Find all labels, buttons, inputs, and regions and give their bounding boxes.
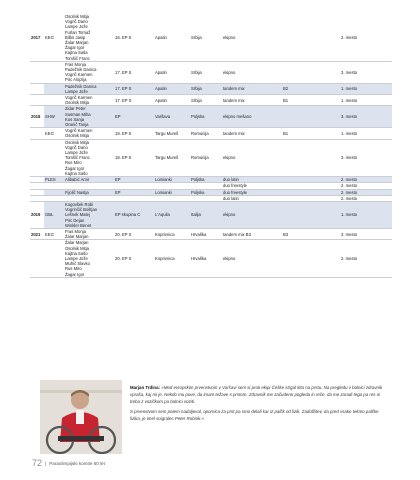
- year-cell: [30, 240, 44, 277]
- city-cell: Apatin: [154, 83, 190, 94]
- event-cell: 17. EP S: [114, 95, 154, 106]
- country-cell: Srbija: [190, 14, 222, 61]
- team-cell: Zidar Peter Susman Miha Kos Sanja Oranič Tanja: [64, 106, 114, 128]
- result-cell: 1. mesto: [340, 83, 392, 94]
- team-cell: Osolnik Mitja Vogrič Dario Lampe Jože Tomšič Franc Rus Miro Žagar Igor Kajtna Sašo: [64, 139, 114, 176]
- event-cell: EP skupina C: [114, 201, 154, 228]
- page-number: 72: [32, 458, 43, 468]
- results-table: [30, 14, 392, 278]
- country-cell: Hrvaška: [190, 228, 222, 239]
- table-row: [30, 61, 392, 83]
- quote-block: [130, 384, 385, 425]
- class-cell: GBL: [44, 201, 64, 228]
- country-cell: Srbija: [190, 61, 222, 83]
- discipline-cell: ekipno mešano: [222, 106, 282, 128]
- result-cell: 3. mesto: [340, 61, 392, 83]
- country-cell: Srbija: [190, 83, 222, 94]
- athlete-photo: [40, 380, 122, 454]
- discipline-cell: ekipno: [222, 240, 282, 277]
- result-cell: 2. mesto: [340, 189, 392, 195]
- year-cell: [30, 95, 44, 106]
- team-cell: Osolnik Mitja Vogrič Dario Lampe Jože Furlan Tomaž Bilbir Jasip Žalar Marjan Žagar Igor Kajtna Saša Tomšič Franc: [64, 14, 114, 61]
- class-cell: [44, 95, 64, 106]
- team-cell: Vogrič Karmen Osolnik Mitja: [64, 95, 114, 106]
- result-cell: 3. mesto: [340, 106, 392, 128]
- city-cell: Koprivnica: [154, 240, 190, 277]
- category-cell: [282, 201, 340, 228]
- event-cell: EP: [114, 106, 154, 128]
- quote-speaker: Marjan Trdina:: [130, 385, 161, 390]
- result-cell: 1. mesto: [340, 128, 392, 139]
- class-cell: KEG: [44, 228, 64, 239]
- year-cell: [30, 139, 44, 176]
- footer-title: Paraolimpijski komite 60 let: [49, 460, 105, 466]
- event-cell: 20. EP S: [114, 228, 154, 239]
- category-cell: B1: [282, 95, 340, 106]
- year-cell: 2017: [30, 14, 44, 61]
- category-cell: [282, 14, 340, 61]
- footer-separator: |: [45, 460, 47, 466]
- result-cell: 3. mesto: [340, 139, 392, 176]
- event-cell: 20. EP S: [114, 240, 154, 277]
- class-cell: PLES: [44, 177, 64, 183]
- discipline-cell: ekipno: [222, 201, 282, 228]
- event-cell: EP: [114, 177, 154, 183]
- team-cell: Vogrič Karmen Osolnik Mitja: [64, 128, 114, 139]
- event-cell: 19. EP S: [114, 128, 154, 139]
- class-cell: KEG: [44, 14, 64, 61]
- category-cell: [282, 240, 340, 277]
- discipline-cell: ekipno: [222, 139, 282, 176]
- event-cell: 17. EP S: [114, 83, 154, 94]
- country-cell: Italija: [190, 201, 222, 228]
- result-cell: 2. mesto: [340, 177, 392, 183]
- discipline-cell: tandem mix: [222, 95, 282, 106]
- category-cell: B2: [282, 83, 340, 94]
- event-cell: 16. EP S: [114, 14, 154, 61]
- class-cell: SHW: [44, 106, 64, 128]
- year-cell: 2019: [30, 201, 44, 228]
- table-row: [30, 139, 392, 176]
- event-cell: EP: [114, 189, 154, 195]
- city-cell: Targu Mureš: [154, 139, 190, 176]
- quote-paragraph-1: [130, 384, 385, 405]
- team-cell: Fras Monja Padežnik Danica Vogrič Karmen Pirc Alojzija: [64, 61, 114, 83]
- table-row: [30, 228, 392, 239]
- discipline-cell: duo freestyle: [222, 183, 282, 189]
- country-cell: Poljska: [190, 177, 222, 183]
- table-row: [30, 201, 392, 228]
- table-row: [30, 95, 392, 106]
- table-row: [30, 83, 392, 94]
- result-cell: 2. mesto: [340, 240, 392, 277]
- class-cell: [44, 83, 64, 94]
- year-cell: [30, 83, 44, 94]
- category-cell: [282, 106, 340, 128]
- class-cell: [44, 139, 64, 176]
- country-cell: Poljska: [190, 106, 222, 128]
- class-cell: KEG: [44, 128, 64, 139]
- quote-paragraph-2: S prvenstvom sem potem nadaljeval, opornica za prst pa smo delali kar iz palčk od lizik. Zadolžitev, da pred vsako tekmo palčke lizika, je imel soigralec Peter Robnik.«: [130, 409, 379, 421]
- discipline-cell: duo latin: [222, 195, 282, 201]
- year-cell: [30, 61, 44, 83]
- category-cell: B3: [282, 228, 340, 239]
- country-cell: Poljska: [190, 189, 222, 195]
- result-cell: 1. mesto: [340, 201, 392, 228]
- team-cell: Alibabić Amir: [64, 177, 114, 183]
- discipline-cell: tandem mix B3: [222, 228, 282, 239]
- year-cell: 2021: [30, 228, 44, 239]
- result-cell: 2. mesto: [340, 14, 392, 61]
- city-cell: L'Aquila: [154, 201, 190, 228]
- class-cell: [44, 240, 64, 277]
- year-cell: 2018: [30, 106, 44, 128]
- category-cell: B1: [282, 128, 340, 139]
- table-row: [30, 106, 392, 128]
- city-cell: Varšava: [154, 106, 190, 128]
- discipline-cell: duo latin: [222, 177, 282, 183]
- discipline-cell: ekipno: [222, 61, 282, 83]
- team-cell: Fras Monja Žalar Marjan: [64, 228, 114, 239]
- table-row: [30, 240, 392, 277]
- event-cell: 17. EP S: [114, 61, 154, 83]
- country-cell: Romunija: [190, 139, 222, 176]
- event-cell: 18. EP S: [114, 139, 154, 176]
- class-cell: [44, 61, 64, 83]
- category-cell: [282, 61, 340, 83]
- table-row: [30, 14, 392, 61]
- city-cell: Apatin: [154, 14, 190, 61]
- quote-text-1: »Med evropskim prvenstvom v Varšavi sem si proti ekipi Češke strgal kito na prstu. Na pregledu v bolnici zdravnik vpraša, kaj mi je. Nekdo mu pove, da imam težave s prstom. Zdravnik me začudeno pogleda in reče, da me zaradi tega pa res ni treba z vozičkom pa bolnici voziti.: [130, 385, 383, 404]
- result-cell: 2. mesto: [340, 195, 392, 201]
- discipline-cell: tandem mix: [222, 128, 282, 139]
- result-cell: 2. mesto: [340, 183, 392, 189]
- team-cell: Žalar Marjan Osolnik Mitja Kajtna Sašo Lampe Jože Muhič Slavko Rus Miro Žagar Igor: [64, 240, 114, 277]
- city-cell: Lomianki: [154, 189, 190, 195]
- city-cell: Apatin: [154, 61, 190, 83]
- team-cell: Fijolič Nastja: [64, 189, 114, 195]
- discipline-cell: ekipno: [222, 14, 282, 61]
- city-cell: Koprivnica: [154, 228, 190, 239]
- table-row: [30, 128, 392, 139]
- country-cell: Srbija: [190, 95, 222, 106]
- city-cell: Lomianki: [154, 177, 190, 183]
- category-cell: [282, 139, 340, 176]
- team-cell: Padežnik Danica Lampe Jože: [64, 83, 114, 94]
- discipline-cell: duo freestyle: [222, 189, 282, 195]
- country-cell: Hrvaška: [190, 240, 222, 277]
- city-cell: Targu Mureš: [154, 128, 190, 139]
- discipline-cell: tandem mix: [222, 83, 282, 94]
- year-cell: [30, 128, 44, 139]
- team-cell: Kogovšek Robi Vogrinčič Boštjan Lešnek Matej Pirc Dejan Winkler Benet: [64, 201, 114, 228]
- country-cell: Romunija: [190, 128, 222, 139]
- page-footer: [32, 458, 105, 468]
- result-cell: 1. mesto: [340, 95, 392, 106]
- result-cell: 3. mesto: [340, 228, 392, 239]
- city-cell: Apatin: [154, 95, 190, 106]
